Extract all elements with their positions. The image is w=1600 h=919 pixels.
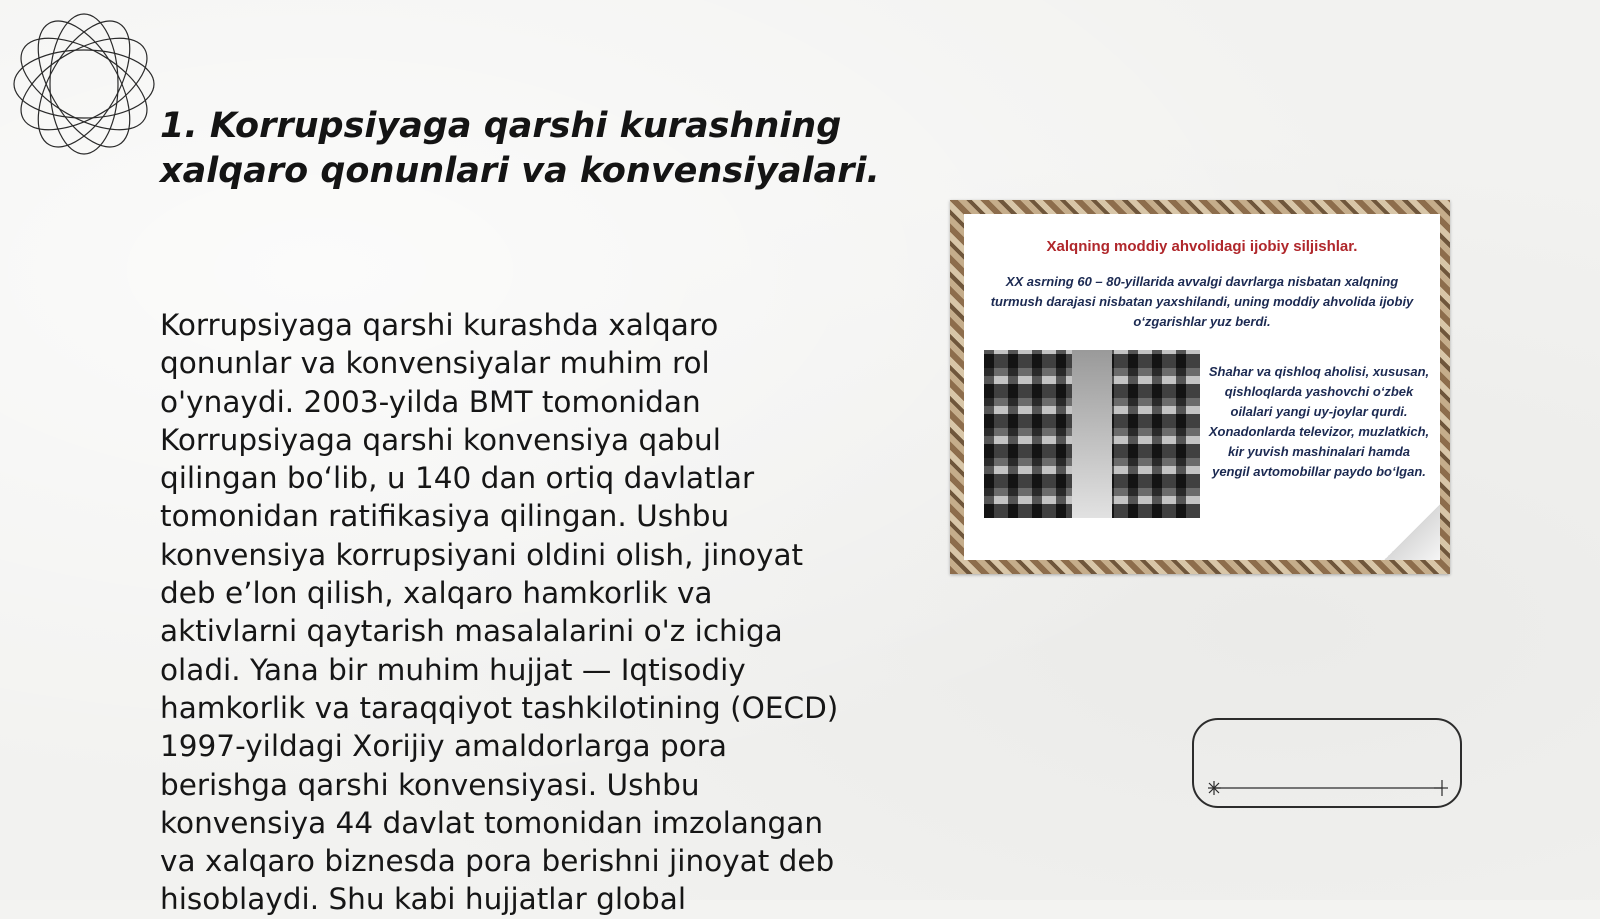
decorative-line xyxy=(1208,780,1448,796)
page-curl xyxy=(1384,504,1440,560)
picture-intro-text: XX asrning 60 – 80-yillarida avvalgi davrlarga nisbatan xalqning turmush darajasi nisbatan yaxshilandi, uning moddiy ahvolida ijobiy o‘zgarishlar yuz berdi. xyxy=(990,274,1414,329)
star-icon xyxy=(1434,780,1448,796)
photo-aisle xyxy=(1072,350,1112,518)
decorative-rings-icon xyxy=(10,10,158,158)
picture-title: Xalqning moddiy ahvolidagi ijobiy siljishlar. xyxy=(1046,238,1358,255)
illustration-picture xyxy=(950,200,1450,574)
picture-paper xyxy=(964,214,1440,560)
slide-title: 1. Korrupsiyaga qarshi kurashning xalqaro qonunlari va konvensiyalari. xyxy=(160,106,880,191)
body-text: Korrupsiyaga qarshi kurashda xalqaro qonunlar va konvensiyalar muhim rol o'ynaydi. 2003-yilda BMT tomonidan Korrupsiyaga qarshi konvensiya qabul qilingan bo‘lib, u 140 dan ortiq davlatlar tomonidan ratifikasiya qilingan. Ushbu konvensiya korrupsiyani oldini olish, jinoyat deb e’lon qilish, xalqaro hamkorlik va aktivlarni qaytarish masalalarini o'z ichiga oladi. Yana bir muhim hujjat — Iqtisodiy hamkorlik va taraqqiyot tashkilotining (OECD) 1997-yildagi Xorijiy amaldorlarga pora berishga qarshi konvensiyasi. Ushbu konvensiya 44 davlat tomonidan imzolangan va xalqaro biznesda pora berishni jinoyat deb hisoblaydi. Shu kabi hujjatlar global xyxy=(160,308,839,917)
factory-photo xyxy=(984,350,1200,518)
decorative-pill-frame xyxy=(1192,718,1462,808)
sparkle-icon xyxy=(1208,781,1221,795)
picture-side-text: Shahar va qishloq aholisi, xususan, qishloqlarda yashovchi o‘zbek oilalari yangi uy-joylar qurdi. Xonadonlarda televizor, muzlatkich, kir yuvish mashinalari hamda yengil avtomobillar paydo bo‘lgan. xyxy=(1208,364,1430,479)
